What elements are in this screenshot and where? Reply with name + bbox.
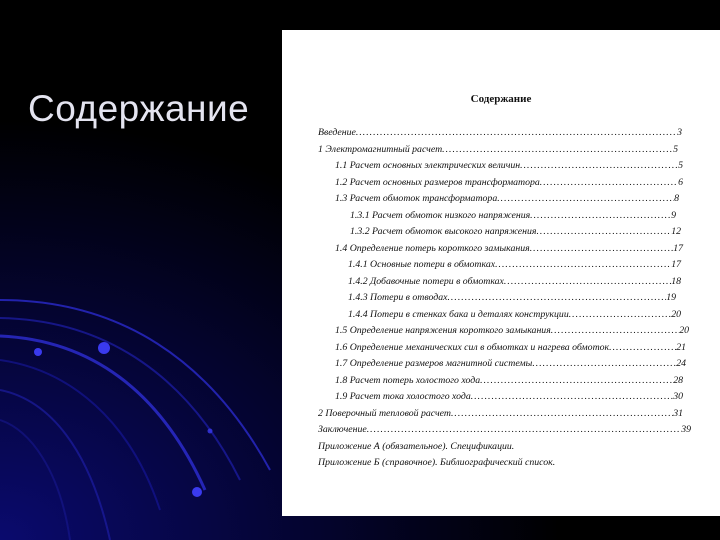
toc-entry-page: 19	[666, 292, 676, 303]
toc-entry-label: 1.1 Расчет основных электрических величин	[335, 160, 521, 171]
toc-entry	[318, 142, 678, 158]
toc-entry-label: 1.5 Определение напряжения короткого замыкания	[335, 325, 551, 336]
toc-entry	[335, 356, 686, 372]
toc-entry	[335, 323, 689, 339]
toc-entry	[350, 224, 681, 240]
toc-entry-label: 1.4.3 Потери в отводах	[348, 292, 448, 303]
toc-entry-page: 9	[671, 209, 676, 221]
toc-entry	[335, 241, 683, 257]
toc-entry	[348, 257, 681, 273]
toc-entry-page: 5	[678, 160, 683, 171]
toc-entry	[335, 158, 683, 174]
toc-entry-label: 1.4.2 Добавочные потери в обмотках	[348, 275, 504, 287]
toc-entry-label: 1.3.1 Расчет обмоток низкого напряжения	[350, 209, 531, 221]
toc-entry-label: 1.6 Определение механических сил в обмотках и нагрева обмоток	[335, 341, 610, 353]
glow-dot-1	[98, 342, 110, 354]
toc-entry-page: 12	[671, 226, 681, 237]
toc-entry	[318, 125, 682, 141]
toc-entry-page: 8	[674, 193, 679, 204]
toc-entry-page: 31	[673, 407, 683, 419]
toc-entry-label: 2 Поверочный тепловой расчет	[318, 407, 451, 419]
toc-entry	[318, 422, 691, 438]
toc-entry	[335, 175, 683, 191]
toc-entry	[335, 373, 683, 389]
toc-entry	[335, 191, 679, 207]
toc-entry	[318, 439, 514, 455]
glow-dot-2	[34, 348, 42, 356]
toc-entry-label: 1.4.4 Потери в стенках бака и деталях конструкции	[348, 308, 569, 320]
toc-entry	[348, 290, 676, 306]
toc-entry-label: 1.2 Расчет основных размеров трансформатора	[335, 176, 540, 188]
toc-entry-label: 1.4.1 Основные потери в обмотках	[348, 259, 496, 270]
toc-entry-label: 1.7 Определение размеров магнитной системы	[335, 358, 533, 369]
toc-entry	[335, 389, 683, 405]
toc-entry-label: 1.9 Расчет тока холостого хода	[335, 391, 471, 402]
toc-entry-page: 24	[676, 358, 686, 369]
slide-title: Содержание	[28, 88, 250, 129]
toc-entry	[348, 274, 681, 290]
toc-entry	[348, 307, 681, 323]
toc-entry-page: 6	[678, 176, 683, 188]
toc-entry	[318, 406, 683, 422]
toc-entry-page: 17	[673, 242, 683, 254]
toc-entry-page: 28	[673, 374, 683, 386]
toc-entry-page: 39	[681, 424, 691, 435]
toc-entry	[335, 340, 686, 356]
toc-entry	[350, 208, 676, 224]
toc-entry-label: Заключение	[318, 424, 367, 435]
toc-entry-label: 1 Электромагнитный расчет	[318, 143, 443, 155]
toc-entry	[318, 455, 555, 471]
glow-dot-4	[208, 429, 213, 434]
toc-entry-label: Введение	[318, 127, 356, 138]
toc-entry-page: 20	[679, 325, 689, 336]
toc-entry-page: 21	[676, 341, 686, 353]
toc-entry-page: 17	[671, 259, 681, 270]
toc-entry-label: 1.3.2 Расчет обмоток высокого напряжения	[350, 226, 537, 237]
document-page	[282, 30, 720, 516]
toc-entry-page: 30	[673, 391, 683, 402]
glow-dot-3	[192, 487, 202, 497]
toc-entry-label: 1.4 Определение потерь короткого замыкания	[335, 242, 530, 254]
toc-entry-label: 1.3 Расчет обмоток трансформатора	[335, 193, 498, 204]
toc-entry-label: Приложение А (обязательное). Спецификации.	[318, 440, 515, 452]
toc-entry-label: 1.8 Расчет потерь холостого хода	[335, 374, 481, 386]
toc-entry-page: 18	[671, 275, 681, 287]
toc-entry-page: 3	[677, 127, 682, 138]
document-heading: Содержание	[470, 93, 532, 105]
toc-entry-label: Приложение Б (справочное). Библиографический список.	[318, 457, 556, 468]
toc-entry-page: 5	[673, 143, 678, 155]
toc-entry-page: 20	[671, 308, 681, 320]
